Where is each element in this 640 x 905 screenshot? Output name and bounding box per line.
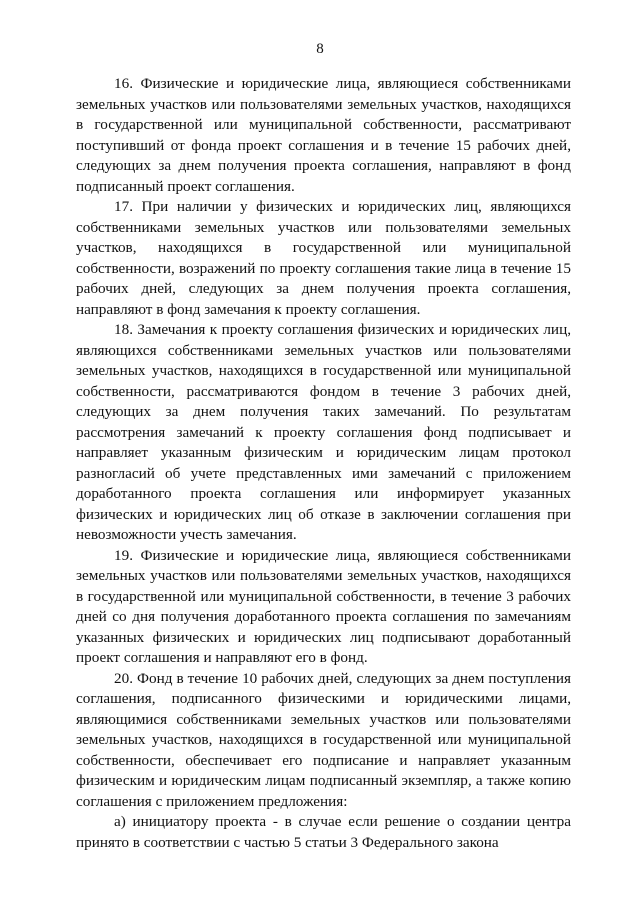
paragraph-19: 19. Физические и юридические лица, являющиеся собственниками земельных участков или пользователями земельных участков, находящихся в государственной или муниципальной собственности, в течение 3 рабочих дней со дня получения доработанного проекта соглашения по замечаниям указанных физических и юридических лиц подписывают доработанный проект соглашения и направляют его в фонд. bbox=[76, 546, 571, 666]
document-body bbox=[76, 74, 571, 853]
paragraph-17: 17. При наличии у физических и юридических лиц, являющихся собственниками земельных участков или пользователями земельных участков, находящихся в государственной или муниципальной собственности, возражений по проекту соглашения такие лица в течение 15 рабочих дней, следующих за днем получения проекта соглашения, направляют в фонд замечания к проекту соглашения. bbox=[76, 198, 571, 318]
paragraph-20: 20. Фонд в течение 10 рабочих дней, следующих за днем поступления соглашения, подписанного физическими и юридическими лицами, являющимися собственниками земельных участков или пользователями земельных участков, находящихся в государственной или муниципальной собственности, обеспечивает его подписание и направляет указанным физическим и юридическим лицам подписанный экземпляр, а также копию соглашения с приложением предложения: bbox=[76, 669, 571, 810]
paragraph-18: 18. Замечания к проекту соглашения физических и юридических лиц, являющихся собственниками земельных участков или пользователями земельных участков, находящихся в государственной или муниципальной собственности, рассматриваются фондом в течение 3 рабочих дней, следующих за днем получения таких замечаний. По результатам рассмотрения замечаний к проекту соглашения фонд подписывает и направляет указанным физическим и юридическим лицам протокол разногласий об учете представленных ими замечаний с приложением доработанного проекта соглашения или информирует указанных физических и юридических лиц об отказе в заключении соглашения при невозможности учесть замечания. bbox=[76, 321, 571, 543]
page-number: 8 bbox=[316, 41, 324, 57]
paragraph-16: 16. Физические и юридические лица, являющиеся собственниками земельных участков или пользователями земельных участков, находящихся в государственной или муниципальной собственности, рассматривают поступивший от фонда проект соглашения и в течение 15 рабочих дней, следующих за днем получения проекта соглашения, направляют в фонд подписанный проект соглашения. bbox=[76, 75, 571, 195]
paragraph-20-a: а) инициатору проекта - в случае если решение о создании центра принято в соответствии с частью 5 статьи 3 Федерального закона bbox=[76, 813, 571, 851]
